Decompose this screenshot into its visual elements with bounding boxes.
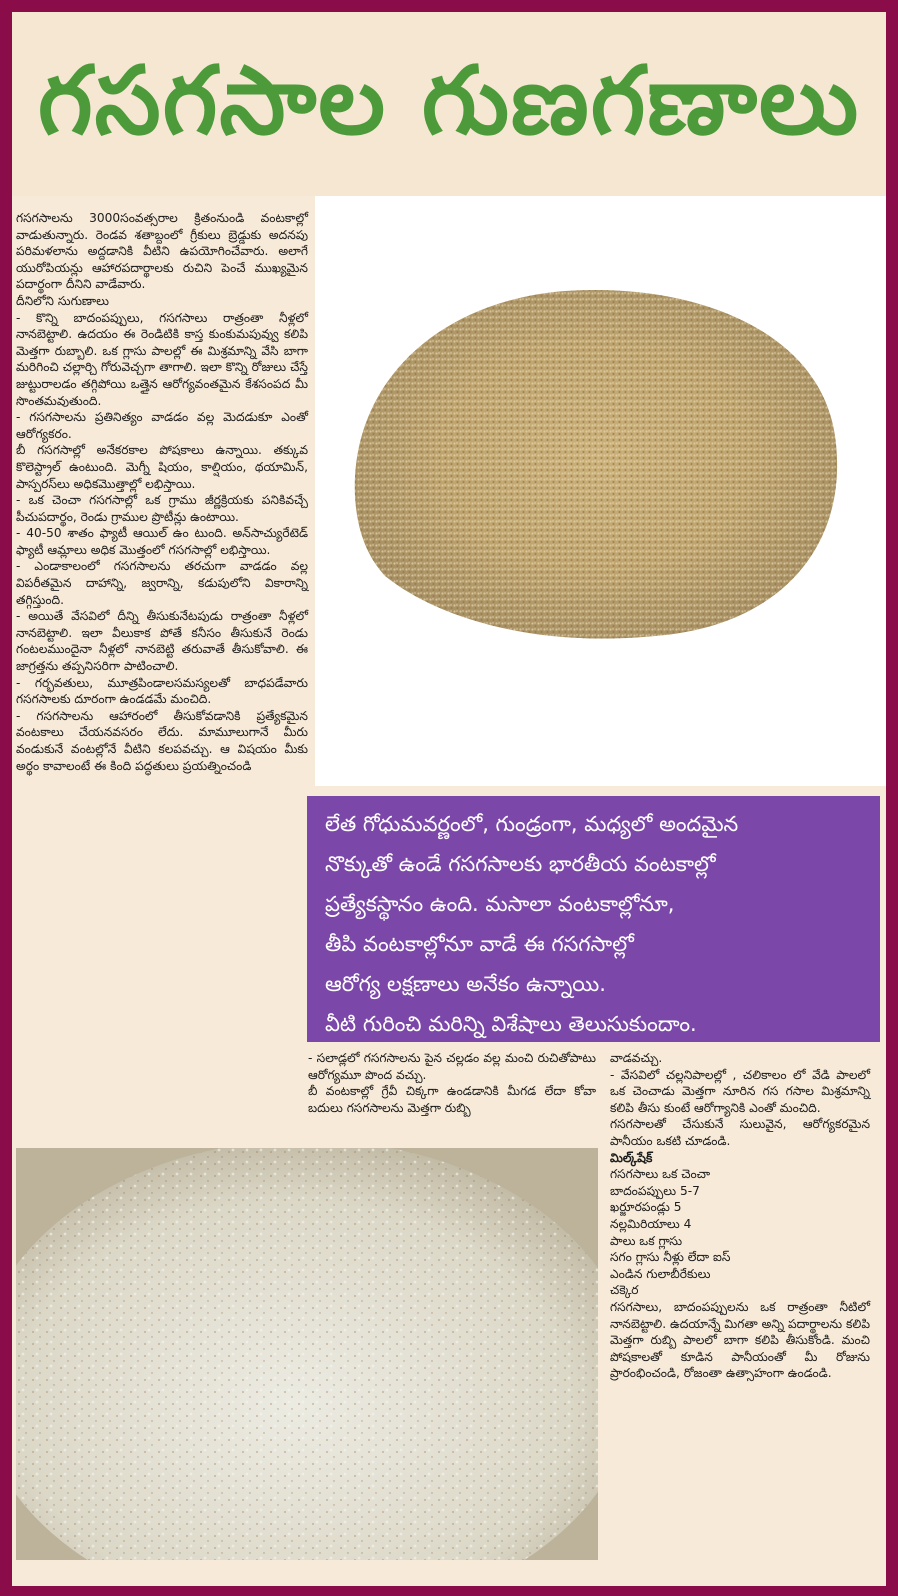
poppy-seeds-photo <box>315 196 886 786</box>
ingredient-item: ఎండిన గులాబీరేకులు <box>610 1266 711 1281</box>
left-column <box>16 210 308 774</box>
intro-paragraph: గసగసాలను 3000సంవత్సరాల క్రితంనుండి వంటకాల్లో వాడుతున్నారు. రెండవ శతాబ్దంలో గ్రీకులు బ్రెడ్డుకు అదనపు పరిమళలాను అద్దడానికి వీటిని ఉపయోగించేవారు. అలాగే యురోపియన్లు ఆహారపదార్థాలకు రుచిని పెంచే ముఖ్యమైన పదార్థంగా దీనిని వాడేవారు. <box>16 211 308 292</box>
continued-text: వాడవచ్చు. <box>610 1051 663 1065</box>
recipe-heading: మిల్క్‌షేక్ <box>610 1150 653 1165</box>
middle-column <box>308 1050 596 1116</box>
ingredient-item: ఖర్జూరపండ్లు 5 <box>610 1200 682 1215</box>
article-title: గసగసాల గుణగణాలు <box>37 47 861 156</box>
milkshake-photo <box>16 1148 598 1560</box>
highlight-line: ఆరోగ్య లక్షణాలు అనేకం ఉన్నాయి. <box>325 972 606 996</box>
benefit-item: - ఒక చెంచా గసగసాల్లో ఒక గ్రాము జీర్ణక్రియకు పనికివచ్చే పీచుపదార్థం, రెండు గ్రాముల ప్రొటీన్లు ఉంటాయి. <box>16 493 308 524</box>
right-column <box>610 1050 870 1382</box>
ingredient-item: బాదంపప్పులు 5-7 <box>610 1183 700 1198</box>
benefit-item: - గసగసాలను ప్రతినిత్యం వాడడం వల్ల మెదడుకూ ఎంతో ఆరోగ్యకరం. <box>16 410 308 441</box>
newspaper-article <box>12 12 886 1586</box>
ingredient-item: సగం గ్లాసు నీళ్లు లేదా ఐస్ <box>610 1250 731 1265</box>
title-banner <box>12 12 886 196</box>
highlight-line: తీపి వంటకాల్లోనూ వాడే ఈ గసగసాల్లో <box>325 932 634 956</box>
recipe-method: గసగసాలు, బాదంపప్పులను ఒక రాత్రంతా నీటిలో నానబెట్టాలి. ఉదయాన్నే మిగతా అన్ని పదార్థాలను కలిపి మెత్తగా రుబ్బి పాలలో బాగా కలిపి తీసుకోండి. మంచి పోషకాలతో కూడిన పానీయంతో మీ రోజును ప్రారంభించండి, రోజంతా ఉత్సాహంగా ఉండండి. <box>610 1299 870 1381</box>
benefit-item: - అయితే వేసవిలో దీన్ని తీసుకునేటపుడు రాత్రంతా నీళ్లలో నానబెట్టాలి. ఇలా వీలుకాక పోతే కనీసం తీసుకునే రెండు గంటలముందైనా నీళ్లలో నానబెట్టి తరువాతే తీసుకోవాలి. ఈ జాగ్రత్తను తప్పనిసరిగా పాటించాలి. <box>16 609 308 674</box>
milkshake-image <box>16 1148 598 1560</box>
benefit-item: - గసగసాలను ఆహారంలో తీసుకోవడానికి ప్రత్యేకమైన వంటకాలు చేయనవసరం లేదు. మామూలుగానే మీరు వండుకునే వంటల్లోనే వీటిని కలపవచ్చు. ఆ విషయం మీకు అర్థం కావాలంటే ఈ కింది పద్ధతులు ప్రయత్నించండి <box>16 708 308 773</box>
benefit-item: - 40-50 శాతం ఫ్యాటీ ఆయిల్ ఉం టుంది. అన్‌సాచ్యురేటెడ్ ఫ్యాటీ ఆమ్లాలు అధిక మొత్తంలో గసగసాల్లో లభిస్తాయి. <box>16 526 308 557</box>
benefit-item: - ఎండాకాలంలో గసగసాలను తరచుగా వాడడం వల్ల విపరీతమైన దాహాన్ని, జ్వరాన్ని, కడుపులోని వికారాన్ని తగ్గిస్తుంది. <box>16 559 308 607</box>
recipe-intro: గసగసాలతో చేసుకునే సులువైన, ఆరోగ్యకరమైన పానీయం ఒకటి చూడండి. <box>610 1117 870 1148</box>
ingredient-item: గసగసాలు ఒక చెంచా <box>610 1167 711 1182</box>
usage-tip: - సలాడ్లలో గసగసాలను పైన చల్లడం వల్ల మంచి రుచితోపాటు ఆరోగ్యమూ పొంద వచ్చు. <box>308 1051 596 1082</box>
benefit-item: - కొన్ని బాదంపప్పులు, గసగసాలు రాత్రంతా నీళ్లలో నానబెట్టాలి. ఉదయం ఈ రెండిటికి కాస్త కుంకుమపువ్వు కలిపి మెత్తగా రుబ్బాలి. ఒక గ్లాసు పాలల్లో ఈ మిశ్రమాన్ని వేసి బాగా మరిగించి చల్లార్చి గోరువెచ్చగా తాగాలి. ఇలా కొన్ని రోజులు చేస్తే జుట్టురాలడం తగ్గిపోయి ఒత్తైన ఆరోగ్యవంతమైన కేశసంపద మీ సొంతమవుతుంది. <box>16 310 308 408</box>
highlight-line: వీటి గురించి మరిన్ని విశేషాలు తెలుసుకుందాం. <box>325 1012 697 1036</box>
poppy-seeds-image <box>315 196 886 786</box>
highlight-line: నొక్కుతో ఉండే గసగసాలకు భారతీయ వంటకాల్లో <box>325 852 716 876</box>
ingredient-item: చక్కెర <box>610 1283 639 1298</box>
highlight-line: ప్రత్యేకస్థానం ఉంది. మసాలా వంటకాల్లోనూ, <box>325 892 675 916</box>
ingredient-item: పాలు ఒక గ్లాసు <box>610 1233 683 1248</box>
ingredient-item: నల్లమిరియాలు 4 <box>610 1216 692 1231</box>
benefits-heading: దీనిలోని సుగుణాలు <box>16 293 109 308</box>
benefit-item: - గర్భవతులు, మూత్రపిండాలసమస్యలతో బాధపడేవారు గసగసాలకు దూరంగా ఉండడమే మంచిది. <box>16 675 308 707</box>
highlight-box <box>307 796 880 1042</box>
usage-tip: బీ వంటకాల్లో గ్రేవీ చిక్కగా ఉండడానికి మీగడ లేదా కోవా బదులు గసగసాలను మెత్తగా రుబ్బి <box>308 1084 596 1115</box>
usage-tip: - వేసవిలో చల్లనిపాలల్లో , చలికాలం లో వేడి పాలలో ఒక చెంచాడు మెత్తగా నూరిన గస గసాల మిశ్రమాన్ని కలిపి తీసు కుంటే ఆరోగ్యానికి ఎంతో మంచిది. <box>610 1067 870 1115</box>
highlight-line: లేత గోధుమవర్ణంలో, గుండ్రంగా, మధ్యలో అందమైన <box>325 812 739 836</box>
benefit-item: బీ గసగసాల్లో అనేకరకాల పోషకాలు ఉన్నాయి. తక్కువ కొలెస్ట్రాల్ ఉంటుంది. మెగ్నీ షియం, కాల్షియం, థయామిన్, పాస్పరస్‌లు అధికమొత్తాల్లో లభిస్తాయి. <box>16 443 308 491</box>
